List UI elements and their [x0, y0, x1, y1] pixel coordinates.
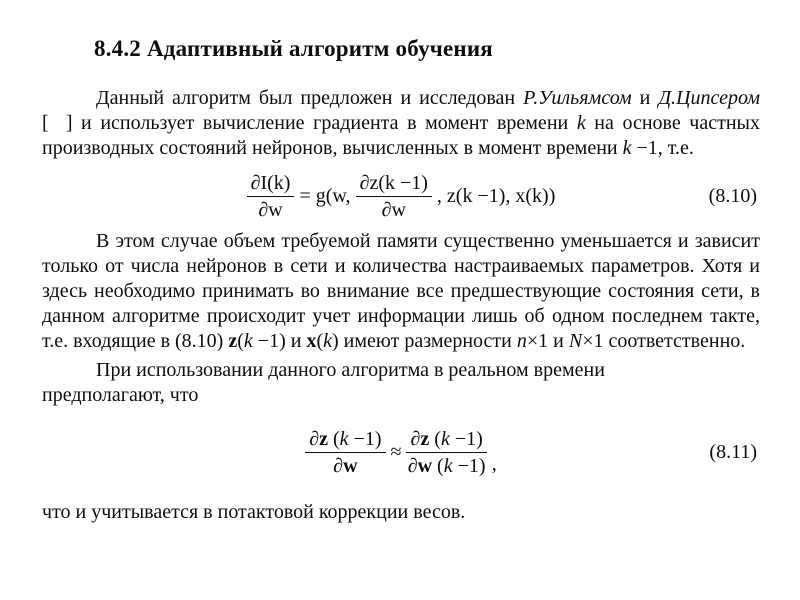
text-segment: k: [243, 330, 253, 352]
paragraph-realtime: [42, 358, 760, 408]
text-segment: ) имеют размерности: [332, 330, 517, 352]
text-segment: Данный алгоритм был предложен и исследован: [96, 87, 524, 109]
paragraph-memory: [42, 229, 760, 354]
text-segment: k: [443, 454, 453, 477]
text-segment: (: [237, 330, 244, 352]
text-segment: ∂: [333, 454, 344, 477]
fraction-numerator: ∂I(k): [247, 172, 295, 197]
equation-middle: = g(w,: [299, 185, 351, 207]
fraction-denominator: [408, 453, 486, 477]
text-segment: что и учитывается в потактовой коррекции весов.: [42, 501, 466, 523]
fraction-dz-dw-right: [406, 428, 486, 477]
approx-operator: ≈: [390, 441, 402, 463]
text-segment: N: [568, 330, 583, 352]
fraction-denominator: [333, 453, 357, 477]
text-segment: предполагают, что: [42, 384, 199, 406]
text-segment: (: [432, 454, 444, 477]
text-segment: (: [327, 427, 340, 450]
equation-8-10: [42, 170, 760, 222]
text-segment: x: [306, 330, 317, 352]
text-segment: При использовании данного алгоритма в реальном времени: [96, 359, 605, 381]
fraction-numerator: [305, 428, 385, 453]
text-segment: [ ] и использует вычисление градиента в момент времени: [42, 112, 577, 134]
text-segment: и: [631, 87, 659, 109]
text-segment: ∂: [309, 427, 320, 450]
text-segment: на основе частных производных состояний нейронов, вычисленных в момент времени: [42, 112, 760, 159]
equation-number: (8.10): [708, 185, 757, 207]
text-segment: Д.Ципсером: [658, 87, 760, 109]
text-segment: В этом случае объем требуемой памяти существенно уменьшается и зависит только от числа нейронов в сети и количества настраиваемых параметров. Хотя и здесь необходимо принимать во внимание все предшествующие состояния сети, в данном алгоритме происходит учет информации лишь об одном последнем такте, т.е. входящие в (8.10): [42, 230, 760, 352]
text-segment: ∂: [407, 454, 418, 477]
paragraph-intro: [42, 86, 760, 161]
text-segment: z: [319, 427, 328, 450]
equation-8-10-body: [247, 172, 556, 221]
text-segment: −1): [449, 427, 483, 450]
fraction-dIk-dw: [247, 172, 295, 221]
text-segment: −1): [348, 427, 382, 450]
text-segment: k: [622, 137, 632, 159]
fraction-numerator: ∂z(k −1): [356, 172, 432, 197]
text-segment: k: [339, 427, 349, 450]
text-segment: ×1 соответственно.: [582, 330, 746, 352]
text-segment: Р.Уильямсом: [523, 87, 632, 109]
equation-number: (8.11): [709, 441, 757, 463]
fraction-numerator: [406, 428, 486, 453]
text-segment: z: [228, 330, 238, 352]
fraction-denominator: ∂w: [381, 198, 406, 221]
text-segment: ×1 и: [526, 330, 569, 352]
equation-rhs: , z(k −1), x(k)): [436, 185, 556, 207]
equation-8-11-body: [305, 428, 497, 477]
fraction-denominator: ∂w: [258, 198, 283, 221]
text-segment: n: [516, 330, 527, 352]
text-segment: −1) и: [252, 330, 307, 352]
text-segment: k: [576, 112, 586, 134]
text-segment: (: [316, 330, 324, 352]
text-segment: (: [429, 427, 441, 450]
text-segment: −1, т.е.: [631, 137, 694, 159]
text-segment: ∂: [410, 427, 421, 450]
equation-trailing-comma: ,: [491, 452, 497, 475]
text-segment: w: [417, 454, 433, 477]
section-title: 8.4.2 Адаптивный алгоритм обучения: [94, 36, 493, 61]
text-segment: z: [420, 427, 430, 450]
text-segment: w: [343, 454, 358, 477]
fraction-dz-dw-left: [305, 428, 385, 477]
text-segment: k: [323, 330, 333, 352]
text-segment: k: [440, 427, 450, 450]
paragraph-closing: [42, 500, 760, 525]
equation-8-11: [42, 420, 760, 484]
text-segment: −1): [452, 454, 486, 477]
fraction-dz-dw: [356, 172, 432, 221]
